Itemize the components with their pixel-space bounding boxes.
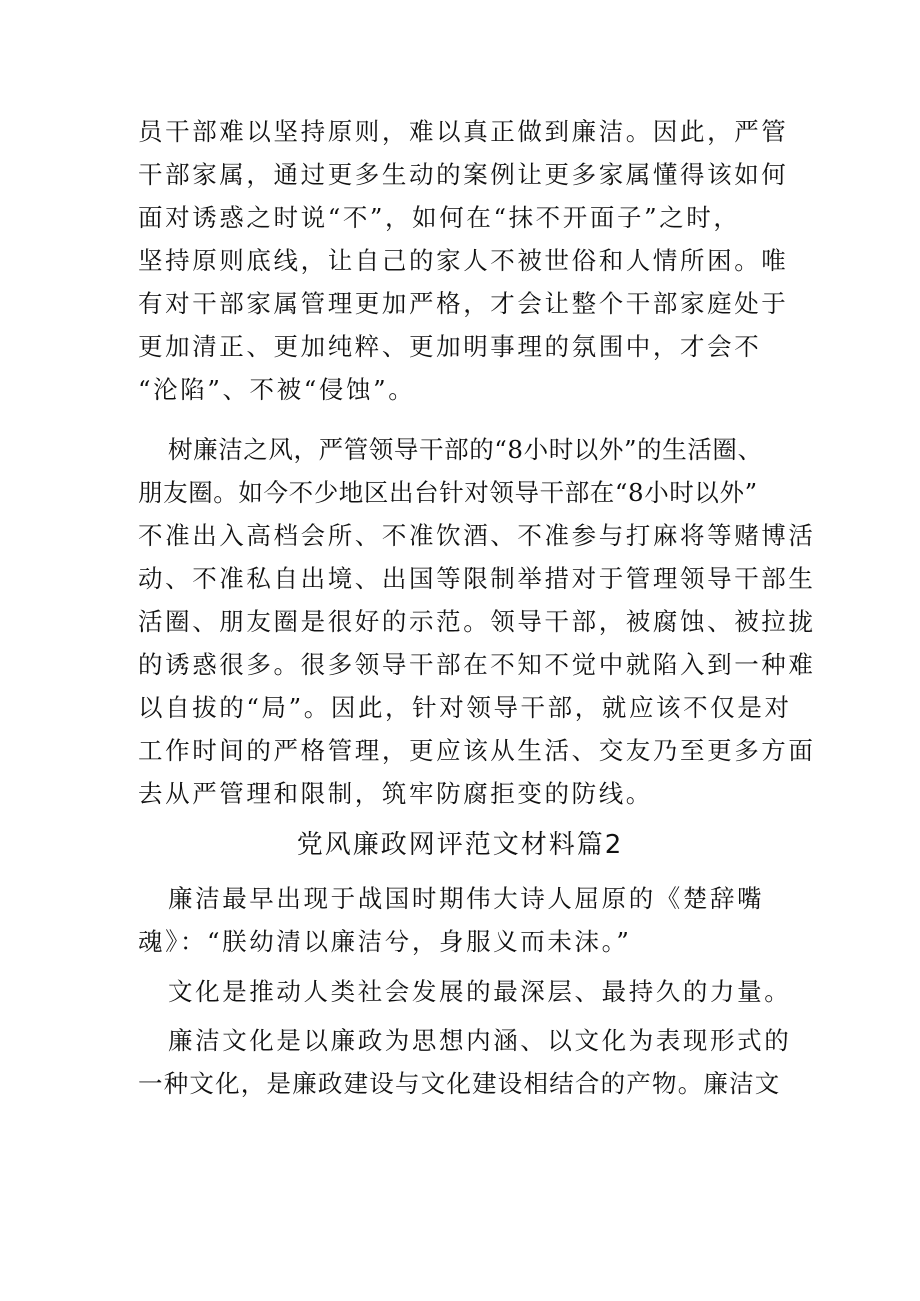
text-line: 一种文化，是廉政建设与文化建设相结合的产物。廉洁文: [138, 1069, 781, 1098]
text-line: 工作时间的严格管理，更应该从生活、交友乃至更多方面: [138, 736, 816, 765]
text-line: 活圈、朋友圈是很好的示范。领导干部，被腐蚀、被拉拢: [138, 607, 816, 636]
paragraph-first-line: 廉洁最早出现于战国时期伟大诗人屈原的《楚辞嘴: [168, 884, 765, 913]
text-line: “沦陷”、不被“侵蚀”。: [138, 375, 416, 404]
text-line: 有对干部家属管理更加严格，才会让整个干部家庭处于: [138, 289, 789, 318]
paragraph-first-line: 文化是推动人类社会发展的最深层、最持久的力量。: [168, 977, 792, 1006]
text-line: 动、不准私自出境、出国等限制举措对于管理领导干部生: [138, 564, 816, 593]
text-line: 更加清正、更加纯粹、更加明事理的氛围中，才会不: [138, 332, 762, 361]
text-line: 以自拔的“局”。因此，针对领导干部，就应该不仅是对: [138, 693, 792, 722]
text-line: 去从严管理和限制，筑牢防腐拒变的防线。: [138, 779, 653, 808]
text-line: 的诱惑很多。很多领导干部在不知不觉中就陷入到一种难: [138, 650, 816, 679]
text-line: 坚持原则底线，让自己的家人不被世俗和人情所困。唯: [138, 246, 789, 275]
section-heading: 党风廉政网评范文材料篇2: [296, 830, 624, 860]
paragraph-first-line: 树廉洁之风，严管领导干部的“8小时以外”的生活圈、: [168, 435, 763, 464]
text-line: 不准出入高档会所、不准饮酒、不准参与打麻将等赌博活: [138, 521, 816, 550]
text-line: 员干部难以坚持原则，难以真正做到廉洁。因此，严管: [138, 117, 789, 146]
text-line: 朋友圈。如今不少地区出台针对领导干部在“8小时以外”: [138, 478, 758, 507]
text-line: 面对诱惑之时说“不”，如何在“抹不开面子”之时，: [138, 203, 741, 232]
text-line: 干部家属，通过更多生动的案例让更多家属懂得该如何: [138, 160, 789, 189]
paragraph-first-line: 廉洁文化是以廉政为思想内涵、以文化为表现形式的: [168, 1026, 792, 1055]
text-line: 魂》：“朕幼清以廉洁兮，身服义而未沫。”: [138, 927, 632, 956]
